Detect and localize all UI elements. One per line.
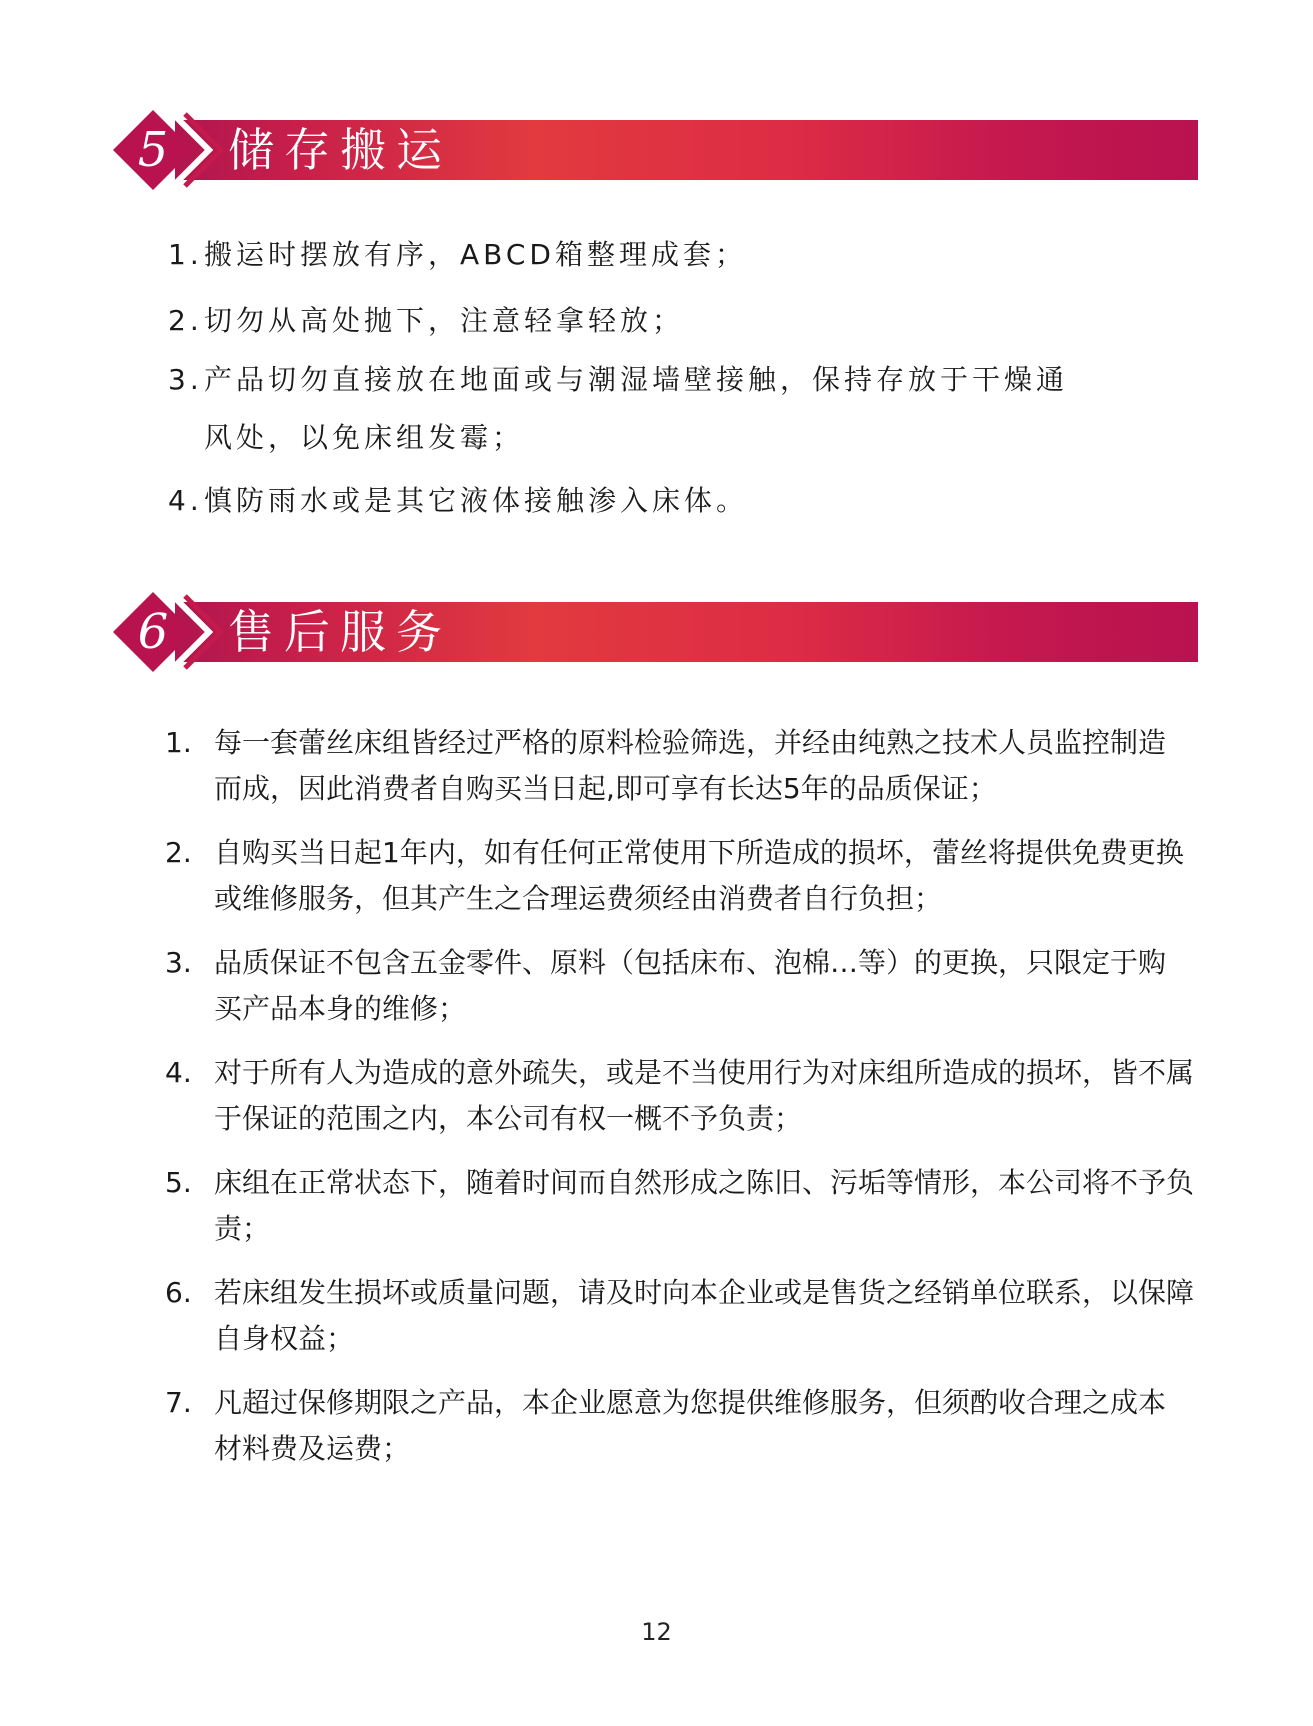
section-5-header <box>113 110 1198 190</box>
section-6-list <box>165 720 1205 1490</box>
list-item <box>165 1160 1204 1252</box>
section-6-number: 6 <box>137 604 169 660</box>
list-item-text: 产品切勿直接放在地面或与潮湿墙壁接触，保持存放于干燥通风处，以免床组发霉； <box>204 363 1069 454</box>
list-item <box>165 940 1174 1032</box>
list-item <box>165 1380 1174 1472</box>
list-item <box>168 291 1168 351</box>
list-item-number: 5. <box>165 1166 192 1199</box>
list-item-text: 慎防雨水或是其它液体接触渗入床体。 <box>204 484 749 517</box>
list-item-text: 每一套蕾丝床组皆经过严格的原料检验筛选，并经由纯熟之技术人员监控制造而成，因此消费者自购买当日起,即可享有长达5年的品质保证； <box>214 726 1167 805</box>
section-5-list <box>168 225 1168 531</box>
list-item <box>168 225 1168 285</box>
section-5-badge <box>113 110 223 190</box>
section-6-header <box>113 592 1198 672</box>
list-item-text: 切勿从高处抛下，注意轻拿轻放； <box>204 304 685 337</box>
list-item-number: 2. <box>168 304 203 337</box>
list-item-text: 凡超过保修期限之产品，本企业愿意为您提供维修服务，但须酌收合理之成本材料费及运费； <box>214 1386 1167 1465</box>
list-item-text: 若床组发生损坏或质量问题，请及时向本企业或是售货之经销单位联系，以保障自身权益； <box>214 1276 1195 1355</box>
list-item <box>165 1270 1204 1362</box>
section-6-badge <box>113 592 223 672</box>
list-item <box>165 830 1205 922</box>
list-item-number: 1. <box>168 238 203 271</box>
list-item-text: 品质保证不包含五金零件、原料（包括床布、泡棉…等）的更换，只限定于购买产品本身的维修； <box>214 946 1167 1025</box>
list-item <box>168 471 1168 531</box>
list-item-number: 3. <box>168 363 203 396</box>
list-item-text: 床组在正常状态下，随着时间而自然形成之陈旧、污垢等情形，本公司将不予负责； <box>214 1166 1195 1245</box>
list-item-number: 2. <box>165 836 192 869</box>
section-6-title: 售后服务 <box>228 605 452 659</box>
list-item <box>165 720 1174 812</box>
list-item-text: 自购买当日起1年内，如有任何正常使用下所造成的损坏，蕾丝将提供免费更换或维修服务，但其产生之合理运费须经由消费者自行负担； <box>214 836 1184 915</box>
list-item-number: 1. <box>165 726 192 759</box>
section-5-title: 储存搬运 <box>228 123 452 177</box>
list-item-number: 7. <box>165 1386 192 1419</box>
list-item-number: 4. <box>165 1056 192 1089</box>
list-item-text: 对于所有人为造成的意外疏失，或是不当使用行为对床组所造成的损坏，皆不属于保证的范围之内，本公司有权一概不予负责； <box>214 1056 1195 1135</box>
list-item-number: 4. <box>168 484 203 517</box>
list-item-text: 搬运时摆放有序，ABCD箱整理成套； <box>204 238 747 271</box>
list-item <box>165 1050 1204 1142</box>
list-item-number: 6. <box>165 1276 192 1309</box>
section-5-number: 5 <box>137 122 169 178</box>
list-item <box>168 351 1074 467</box>
page-number: 12 <box>641 1618 672 1646</box>
list-item-number: 3. <box>165 946 192 979</box>
